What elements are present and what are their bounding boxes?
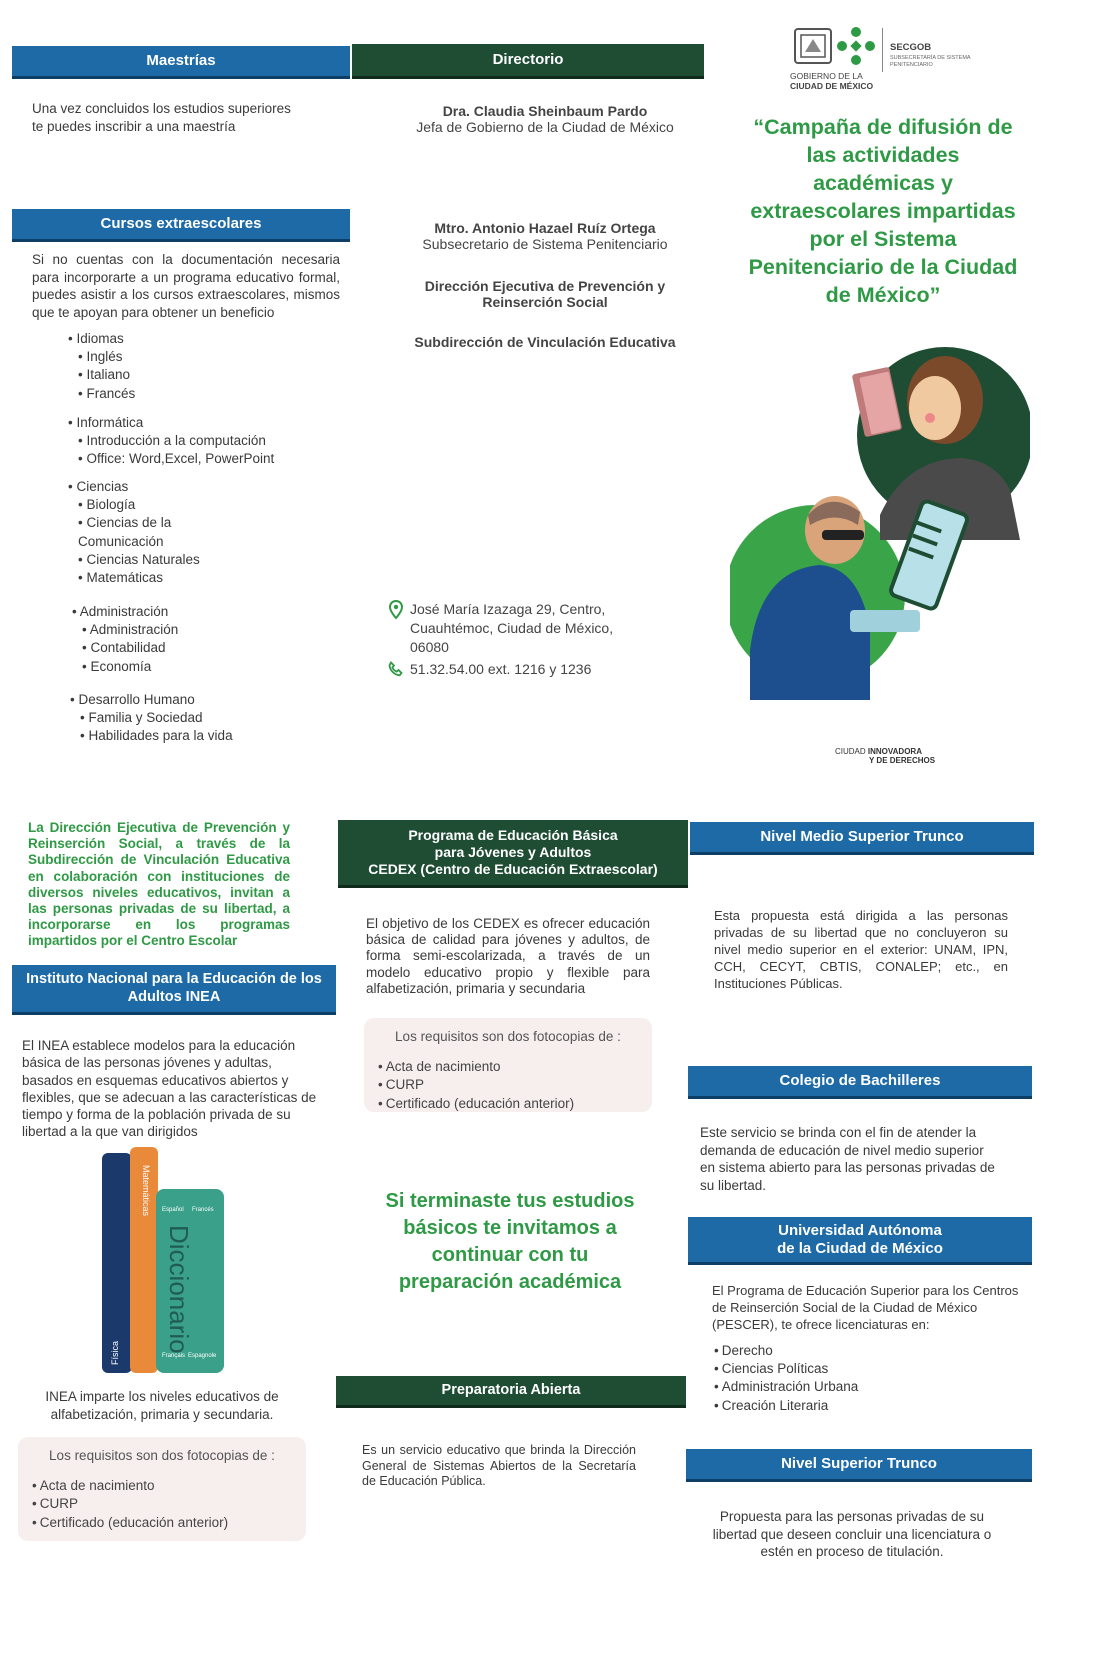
cedex-body: El objetivo de los CEDEX es ofrecer educación básica de calidad para jóvenes y adultos, de forma semi-escolarizada, a través de un modelo educativo propio y flexible para alfabetización, primaria y secundaria (366, 916, 650, 996)
group-label: Idiomas (76, 331, 124, 346)
list-item: Office: Word,Excel, PowerPoint (86, 451, 275, 467)
person-role: Subsecretario de Sistema Penitenciario (422, 236, 668, 252)
list-item: • Creación Literaria (714, 1397, 858, 1415)
cursos-header: Cursos extraescolares (12, 209, 350, 242)
group-label: Desarrollo Humano (78, 692, 195, 707)
list-item: • Acta de nacimiento (378, 1058, 638, 1076)
list-item: Introducción a la computación (86, 433, 266, 449)
intro-text: La Dirección Ejecutiva de Prevención y Reinserción Social, a través de la Subdirección de Vinculación Educativa en colaboración con instituciones de diversos niveles educativos, invitan a las personas privadas de su libertad, a incorporarse en los programas impartidos por el Centro Escolar (28, 820, 290, 949)
cursos-body: Si no cuentas con la documentación necesaria para incorporarte a un programa educativo formal, puedes asistir a los cursos extraescolares, mismos que te apoyan para obtener un beneficio (32, 252, 340, 320)
book-label-matematicas: Matemáticas (141, 1165, 151, 1217)
gov-name: GOBIERNO DE LA CIUDAD DE MÉXICO (790, 71, 874, 91)
inea-body: El INEA establece modelos para la educación básica de las personas jóvenes y adultas, basados en esquemas educativos abiertos y flexibles, que se adecuan a las características de tiempo y forma de la población privada de su libertad a la que van dirigidos (22, 1038, 317, 1140)
phone-icon (388, 661, 404, 677)
list-item: • Ciencias Políticas (714, 1360, 858, 1378)
nst-body: Propuesta para las personas privadas de su libertad que deseen concluir una licenciatura o estén en proceso de titulación. (712, 1509, 992, 1560)
list-item: • Derecho (714, 1342, 858, 1360)
group-label: Informática (76, 415, 144, 430)
cursos-group-informatica: • Informática • Introducción a la computación • Office: Word,Excel, PowerPoint (68, 415, 275, 467)
person-role: Jefa de Gobierno de la Ciudad de México (416, 119, 674, 135)
directorio-dir-2: Subdirección de Vinculación Educativa (414, 334, 676, 350)
book-label-francais: Français (162, 1353, 186, 1359)
prepa-body: Es un servicio educativo que brinda la Dirección General de Sistemas Abiertos de la Secretaría de Educación Pública. (362, 1443, 636, 1489)
list-item: Familia y Sociedad (88, 710, 203, 726)
list-item: Administración (89, 622, 179, 638)
bach-header: Colegio de Bachilleres (688, 1066, 1032, 1099)
req-title: Los requisitos son dos fotocopias de : (49, 1448, 275, 1463)
book-label-espagnole: Espagnole (188, 1353, 217, 1359)
list-item: • CURP (378, 1076, 638, 1094)
cdmx-slogan: CIUDAD INNOVADORA Y DE DERECHOS (835, 747, 936, 765)
book-label-fisica: Física (110, 1340, 120, 1365)
req-title: Los requisitos son dos fotocopias de : (395, 1029, 621, 1044)
cursos-group-desarrollo: • Desarrollo Humano • Familia y Sociedad • Habilidades para la vida (70, 692, 233, 744)
phone-text: 51.32.54.00 ext. 1216 y 1236 (410, 661, 592, 677)
list-item: Ciencias Naturales (86, 551, 200, 567)
nms-body: Esta propuesta está dirigida a las personas privadas de su libertad que no concluyeron su nivel medio superior en el exterior: UNAM, IPN, CCH, CECYT, CBTIS, CONALEP; etc., en Instituciones Públicas. (714, 908, 1008, 991)
secgob-sub: SUBSECRETARÍA DE SISTEMA PENITENCIARIO (890, 55, 971, 68)
address-text: José María Izazaga 29, Centro, Cuauhtémoc, Ciudad de México, 06080 (410, 601, 614, 655)
prepa-header: Preparatoria Abierta (336, 1376, 686, 1408)
group-label: Administración (79, 604, 169, 619)
bach-body: Este servicio se brinda con el fin de atender la demanda de educación de nivel medio superior en sistema abierto para las personas privadas de su libertad. (700, 1125, 995, 1193)
gov-logo-block (790, 24, 980, 94)
group-label: Ciencias (76, 479, 129, 494)
inea-levels: INEA imparte los niveles educativos de alfabetización, primaria y secundaria. (45, 1389, 279, 1422)
book-label-frances: Francés (192, 1207, 214, 1213)
list-item: Habilidades para la vida (88, 728, 233, 744)
list-item: Inglés (86, 349, 123, 365)
secgob-label: SECGOB (890, 42, 932, 53)
list-item: • Certificado (educación anterior) (378, 1095, 638, 1113)
list-item: • Certificado (educación anterior) (32, 1514, 292, 1532)
maestrias-header: Maestrías (12, 46, 350, 79)
continue-invite: Si terminaste tus estudios básicos te invitamos a continuar con tu preparación académica (385, 1190, 635, 1293)
cover-title: “Campaña de difusión de las actividades académicas y extraescolares impartidas por el Sistema Penitenciario de la Ciudad de México” (748, 115, 1018, 307)
address-block (388, 600, 650, 657)
directorio-person-2 (400, 220, 690, 252)
list-item: Francés (86, 385, 136, 401)
book-label-espanol: Español (162, 1207, 184, 1213)
inea-header: Instituto Nacional para la Educación de los Adultos INEA (12, 965, 336, 1015)
nms-header: Nivel Medio Superior Trunco (690, 822, 1034, 855)
person-name: Mtro. Antonio Hazael Ruíz Ortega (434, 220, 656, 236)
directorio-header: Directorio (352, 44, 704, 79)
list-item: Economía (90, 658, 152, 674)
cursos-group-ciencias: • Ciencias • Biología • Ciencias de la Comunicación • Ciencias Naturales • Matemáticas (68, 479, 200, 586)
book-label-diccionario: Diccionario (164, 1225, 194, 1354)
uacm-body: El Programa de Educación Superior para los Centros de Reinserción Social de la Ciudad de México (PESCER), te ofrece licenciaturas en: (712, 1283, 1019, 1332)
list-item: Italiano (86, 367, 131, 383)
list-item: Contabilidad (90, 640, 166, 656)
cedex-header: Programa de Educación Básica para Jóvenes y Adultos CEDEX (Centro de Educación Extraescolar) (338, 820, 688, 888)
list-item: Ciencias de la Comunicación (78, 515, 172, 549)
maestrias-body: Una vez concluidos los estudios superiores te puedes inscribir a una maestría (32, 101, 291, 134)
uacm-header: Universidad Autónoma de la Ciudad de México (688, 1217, 1032, 1265)
cursos-group-idiomas: • Idiomas • Inglés • Italiano • Francés (68, 331, 136, 401)
cedex-requirements (364, 1018, 652, 1112)
cursos-group-administracion: • Administración • Administración • Contabilidad • Economía (72, 604, 179, 674)
list-item: Biología (86, 497, 136, 513)
location-pin-icon (388, 600, 404, 620)
list-item: • Administración Urbana (714, 1378, 858, 1396)
phone-block (388, 661, 591, 677)
list-item: Matemáticas (86, 570, 164, 586)
person-name: Dra. Claudia Sheinbaum Pardo (442, 103, 648, 119)
nst-header: Nivel Superior Trunco (686, 1449, 1032, 1482)
cdmx-flower-logo-icon (836, 26, 876, 66)
directorio-dir-1: Dirección Ejecutiva de Prevención y Reinserción Social (424, 278, 666, 310)
inea-requirements (18, 1437, 306, 1541)
students-illustration (730, 340, 1030, 700)
directorio-person-1 (400, 103, 690, 135)
books-illustration (98, 1145, 228, 1375)
list-item: • Acta de nacimiento (32, 1477, 292, 1495)
cdmx-coat-of-arms-icon (792, 26, 834, 66)
uacm-list (714, 1342, 858, 1415)
list-item: • CURP (32, 1495, 292, 1513)
